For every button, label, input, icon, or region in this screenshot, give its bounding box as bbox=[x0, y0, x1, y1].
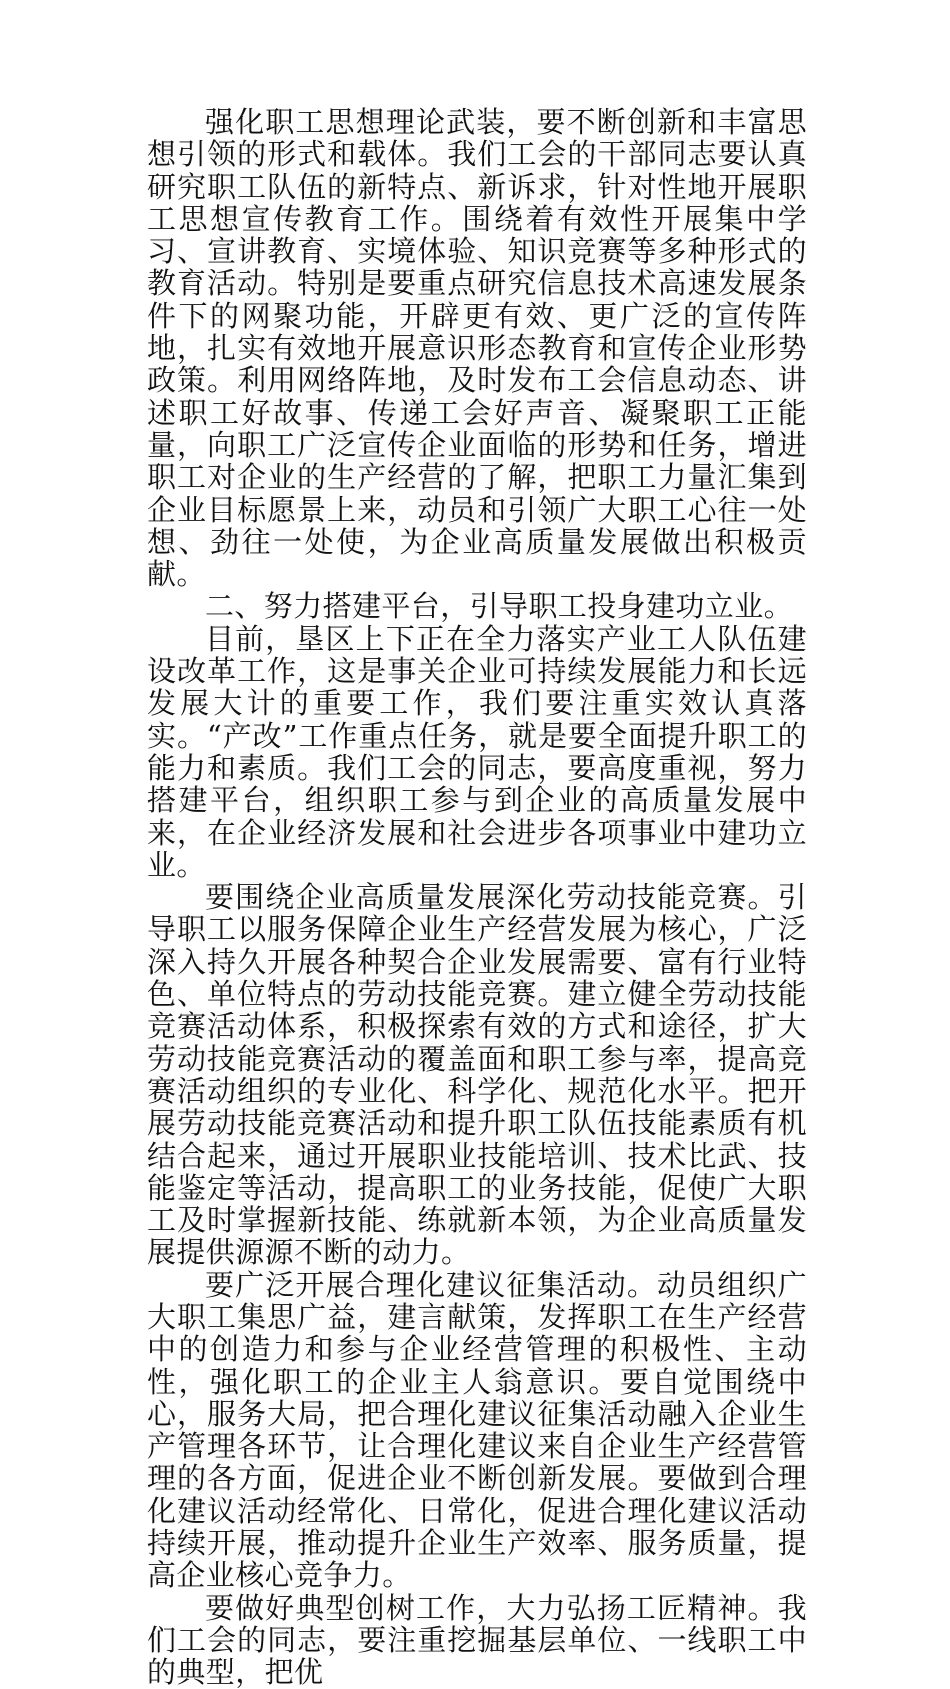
paragraph-industrial-reform: 目前，垦区上下正在全力落实产业工人队伍建设改革工作，这是事关企业可持续发展能力和长远发展大计的重要工作，我们要注重实效认真落实。“产改”工作重点任务，就是要全面提升职工的能力和素质。我们工会的同志，要高度重视，努力搭建平台，组织职工参与到企业的高质量发展中来，在企业经济发展和社会进步各项事业中建功立业。 bbox=[147, 621, 807, 882]
document-body bbox=[147, 106, 807, 1689]
paragraph-ideological-education: 强化职工思想理论武装，要不断创新和丰富思想引领的形式和载体。我们工会的干部同志要认真研究职工队伍的新特点、新诉求，针对性地开展职工思想宣传教育工作。围绕着有效性开展集中学习、宣讲教育、实境体验、知识竞赛等多种形式的教育活动。特别是要重点研究信息技术高速发展条件下的网聚功能，开辟更有效、更广泛的宣传阵地，扎实有效地开展意识形态教育和宣传企业形势政策。利用网络阵地，及时发布工会信息动态、讲述职工好故事、传递工会好声音、凝聚职工正能量，向职工广泛宣传企业面临的形势和任务，增进职工对企业的生产经营的了解，把职工力量汇集到企业目标愿景上来，动员和引领广大职工心往一处想、劲往一处使，为企业高质量发展做出积极贡献。 bbox=[147, 105, 807, 592]
paragraph-rationalization-proposals: 要广泛开展合理化建议征集活动。动员组织广大职工集思广益，建言献策，发挥职工在生产经营中的创造力和参与企业经营管理的积极性、主动性，强化职工的企业主人翁意识。要自觉围绕中心，服务大局，把合理化建议征集活动融入企业生产管理各环节，让合理化建议来自企业生产经营管理的各方面，促进企业不断创新发展。要做到合理化建议活动经常化、日常化，促进合理化建议活动持续开展，推动提升企业生产效率、服务质量，提高企业核心竞争力。 bbox=[147, 1267, 807, 1593]
paragraph-craftsman-spirit: 要做好典型创树工作，大力弘扬工匠精神。我们工会的同志，要注重挖掘基层单位、一线职工中的典型，把优 bbox=[147, 1590, 807, 1689]
paragraph-skill-competition: 要围绕企业高质量发展深化劳动技能竞赛。引导职工以服务保障企业生产经营发展为核心，广泛深入持久开展各种契合企业发展需要、富有行业特色、单位特点的劳动技能竞赛。建立健全劳动技能竞赛活动体系，积极探索有效的方式和途径，扩大劳动技能竞赛活动的覆盖面和职工参与率，提高竞赛活动组织的专业化、科学化、规范化水平。把开展劳动技能竞赛活动和提升职工队伍技能素质有机结合起来，通过开展职业技能培训、技术比武、技能鉴定等活动，提高职工的业务技能，促使广大职工及时掌握新技能、练就新本领，为企业高质量发展提供源源不断的动力。 bbox=[147, 880, 807, 1270]
section-heading-two: 二、努力搭建平台，引导职工投身建功立业。 bbox=[205, 589, 794, 624]
